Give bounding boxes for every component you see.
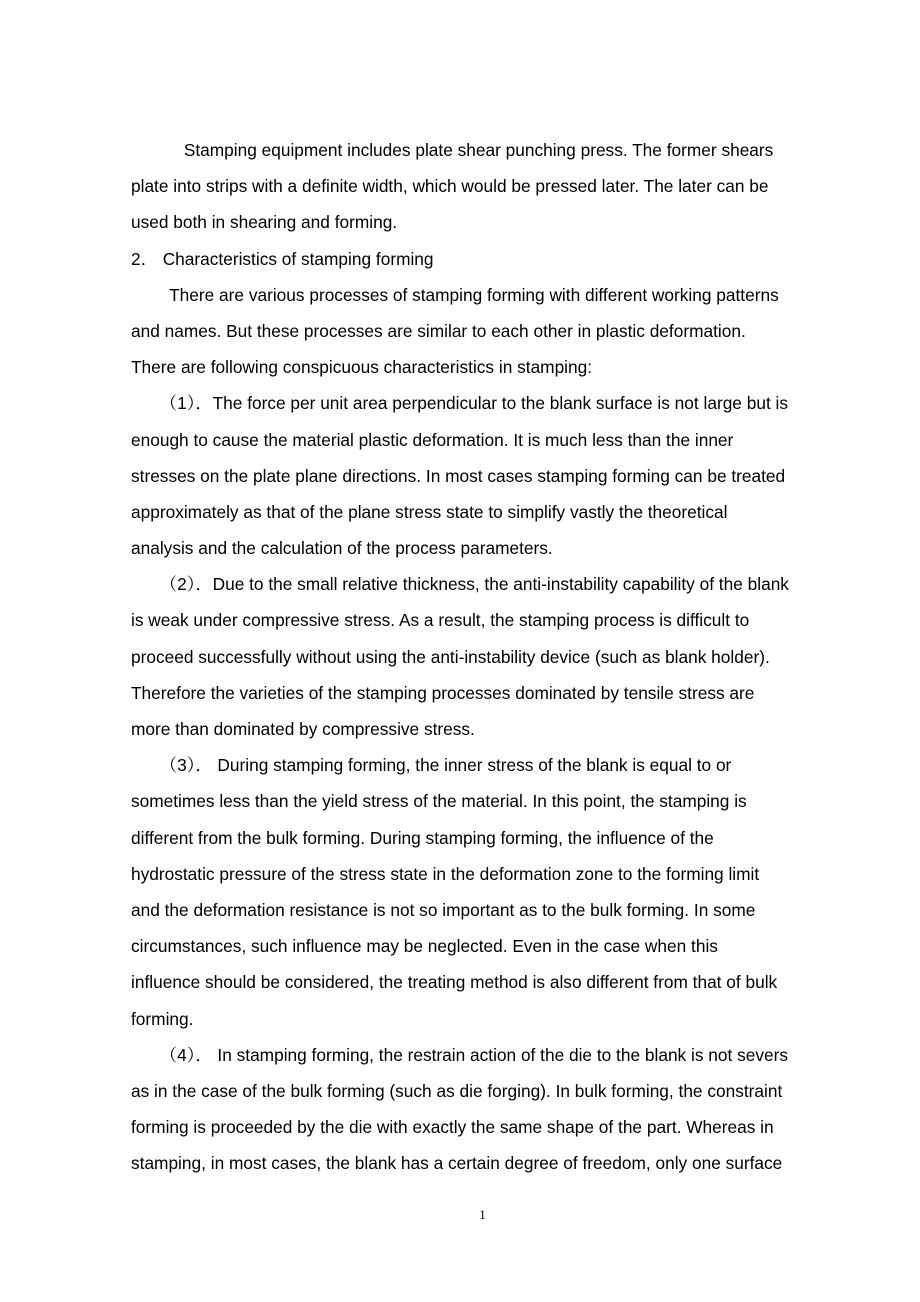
text-line: proceed successfully without using the anti-instability device (such as blank holder). bbox=[131, 646, 770, 667]
text-line: hydrostatic pressure of the stress state in the deformation zone to the forming limit bbox=[131, 863, 760, 884]
text-line: 2． Characteristics of stamping forming bbox=[131, 248, 434, 269]
text-line: different from the bulk forming. During stamping forming, the influence of the bbox=[131, 827, 714, 848]
text-line: is weak under compressive stress. As a result, the stamping process is difficult to bbox=[131, 610, 750, 631]
text-line: and names. But these processes are similar to each other in plastic deformation. bbox=[131, 320, 746, 341]
text-line: influence should be considered, the treating method is also different from that of bulk bbox=[131, 972, 778, 993]
text-line: used both in shearing and forming. bbox=[131, 212, 398, 233]
text-line: approximately as that of the plane stress state to simplify vastly the theoretical bbox=[131, 501, 728, 522]
text-line: （2）．Due to the small relative thickness, the anti-instability capability of the blank bbox=[131, 574, 789, 595]
text-line: （3）． During stamping forming, the inner stress of the blank is equal to or bbox=[131, 755, 732, 776]
text-line: Stamping equipment includes plate shear punching press. The former shears bbox=[131, 140, 774, 160]
text-line: （1）．The force per unit area perpendicular to the blank surface is not large but is bbox=[131, 393, 789, 414]
text-line: sometimes less than the yield stress of the material. In this point, the stamping is bbox=[131, 791, 747, 812]
body-text bbox=[131, 132, 843, 1181]
text-line: forming. bbox=[131, 1008, 194, 1029]
text-line: forming is proceeded by the die with exactly the same shape of the part. Whereas in bbox=[131, 1117, 774, 1138]
text-line: and the deformation resistance is not so important as to the bulk forming. In some bbox=[131, 899, 756, 920]
page-number: 1 bbox=[479, 1207, 486, 1222]
text-line: circumstances, such influence may be neglected. Even in the case when this bbox=[131, 936, 718, 957]
text-line: analysis and the calculation of the process parameters. bbox=[131, 538, 553, 559]
text-line: plate into strips with a definite width, which would be pressed later. The later can be bbox=[131, 176, 769, 197]
text-line: There are following conspicuous characteristics in stamping: bbox=[131, 357, 593, 378]
text-line: stresses on the plate plane directions. In most cases stamping forming can be treated bbox=[131, 465, 786, 486]
text-line: There are various processes of stamping forming with different working patterns bbox=[131, 284, 779, 305]
text-line: （4）． In stamping forming, the restrain action of the die to the blank is not severs bbox=[131, 1044, 789, 1065]
text-line: stamping, in most cases, the blank has a certain degree of freedom, only one surface bbox=[131, 1153, 783, 1174]
text-line: more than dominated by compressive stress. bbox=[131, 719, 475, 739]
text-line: as in the case of the bulk forming (such as die forging). In bulk forming, the constraint bbox=[131, 1080, 783, 1101]
text-line: Therefore the varieties of the stamping processes dominated by tensile stress are bbox=[131, 682, 755, 703]
text-line: enough to cause the material plastic deformation. It is much less than the inner bbox=[131, 429, 734, 450]
